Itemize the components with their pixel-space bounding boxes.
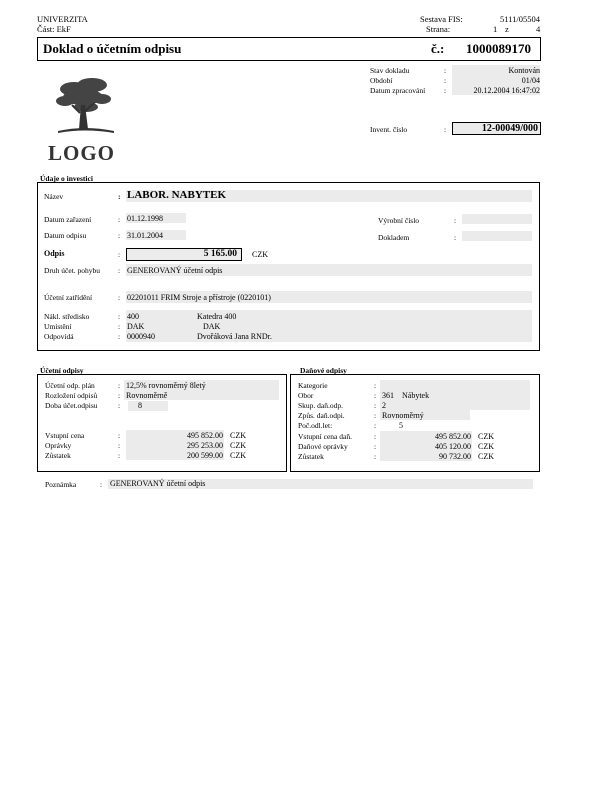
dep-label: Odpis bbox=[44, 249, 65, 258]
movement-type-label: Druh účet. pohybu bbox=[44, 266, 101, 275]
years-value: 8 bbox=[138, 401, 142, 410]
tax-method-value: Rovnoměrný bbox=[382, 411, 424, 420]
adjustments-label: Oprávky bbox=[45, 441, 72, 450]
tax-section-title: Daňové odpisy bbox=[300, 366, 347, 375]
tax-years-value: 5 bbox=[399, 421, 403, 430]
tax-method-label: Způs. daň.odpi. bbox=[298, 411, 345, 420]
dep-value: 5 165.00 bbox=[203, 249, 237, 259]
plan-value: 12,5% rovnoměrný 8letý bbox=[126, 381, 206, 390]
inventory-label: Invent. číslo bbox=[370, 125, 408, 134]
document-title: Doklad o účetním odpisu bbox=[43, 41, 182, 56]
tax-group-label: Obor bbox=[298, 391, 314, 400]
split-label: Rozložení odpisů bbox=[45, 391, 98, 400]
input-price-currency: CZK bbox=[230, 431, 246, 440]
tax-input-price-currency: CZK bbox=[478, 432, 494, 441]
tax-years-label: Poč.odl.let: bbox=[298, 421, 333, 430]
tax-remainder-value: 90 732.00 bbox=[439, 452, 471, 461]
location-name: DAK bbox=[203, 322, 221, 331]
responsible-label: Odpovídá bbox=[44, 332, 74, 341]
page-label: Strana: bbox=[426, 24, 451, 34]
doc-label: Dokladem bbox=[378, 233, 410, 242]
title-bar bbox=[37, 37, 541, 61]
tax-group-code: 361 bbox=[382, 391, 394, 400]
note-colon: : bbox=[100, 480, 103, 489]
location-label: Umístění bbox=[44, 322, 72, 331]
accounting-class-value: 02201011 FRIM Stroje a přístroje (0220101) bbox=[127, 293, 271, 302]
tax-category-label: Kategorie bbox=[298, 381, 328, 390]
tax-input-price-value: 495 852.00 bbox=[435, 432, 471, 441]
tax-dep-group-value: 2 bbox=[382, 401, 386, 410]
date-in-value: 01.12.1998 bbox=[127, 214, 163, 223]
report-value: 5111/05504 bbox=[500, 14, 540, 24]
date-in-label: Datum zařazení bbox=[44, 215, 92, 224]
input-price-label: Vstupní cena bbox=[45, 431, 85, 440]
period-value: 01/04 bbox=[521, 76, 540, 85]
responsible-code: 0000940 bbox=[127, 332, 155, 341]
university-name: UNIVERZITA bbox=[37, 14, 88, 24]
cost-center-label: Nákl. středisko bbox=[44, 312, 90, 321]
cost-center-name: Katedra 400 bbox=[197, 312, 237, 321]
note-label: Poznámka bbox=[45, 480, 77, 489]
location-code: DAK bbox=[127, 322, 145, 331]
name-label: Název bbox=[44, 192, 64, 201]
cost-center-code: 400 bbox=[127, 312, 139, 321]
inventory-box bbox=[452, 122, 541, 135]
tree-logo-icon bbox=[50, 75, 120, 137]
tax-remainder-currency: CZK bbox=[478, 452, 494, 461]
split-value: Rovnoměrně bbox=[126, 391, 168, 400]
tax-adjustments-value: 405 120.00 bbox=[435, 442, 471, 451]
inventory-colon: : bbox=[444, 125, 447, 134]
faculty-part: Část: EkF bbox=[37, 24, 71, 34]
processed-value: 20.12.2004 16:47:02 bbox=[473, 86, 540, 95]
dep-box bbox=[126, 248, 242, 261]
movement-type-value: GENEROVANÝ účetní odpis bbox=[127, 266, 223, 275]
state-label: Stav dokladu bbox=[370, 66, 410, 75]
tax-adjustments-label: Daňové oprávky bbox=[298, 442, 348, 451]
name-value: LABOR. NABYTEK bbox=[127, 189, 227, 201]
period-colon: : bbox=[444, 76, 447, 85]
date-dep-value: 31.01.2004 bbox=[127, 231, 163, 240]
accounting-section-title: Účetní odpisy bbox=[40, 366, 84, 375]
processed-colon: : bbox=[444, 86, 447, 95]
state-colon: : bbox=[444, 66, 447, 75]
logo-text: LOGO bbox=[48, 141, 116, 165]
date-dep-label: Datum odpisu bbox=[44, 231, 87, 240]
responsible-name: Dvořáková Jana RNDr. bbox=[197, 332, 272, 341]
inventory-value: 12-00049/000 bbox=[481, 123, 538, 134]
report-label: Sestava FIS: bbox=[420, 14, 463, 24]
page-total: 4 bbox=[536, 24, 541, 34]
page-of: z bbox=[505, 24, 509, 34]
note-value: GENEROVANÝ účetní odpis bbox=[110, 479, 206, 488]
tax-dep-group-label: Skup. daň.odp. bbox=[298, 401, 343, 410]
page-current: 1 bbox=[493, 24, 498, 34]
adjustments-value: 295 253.00 bbox=[187, 441, 223, 450]
tax-input-price-label: Vstupní cena daň. bbox=[298, 432, 352, 441]
tax-remainder-label: Zůstatek bbox=[298, 452, 324, 461]
years-label: Doba účet.odpisu bbox=[45, 401, 98, 410]
adjustments-currency: CZK bbox=[230, 441, 246, 450]
dep-currency: CZK bbox=[252, 250, 268, 259]
document-number-label: č.: bbox=[431, 41, 445, 56]
processed-label: Datum zpracování bbox=[370, 86, 426, 95]
remainder-value: 200 599.00 bbox=[187, 451, 223, 460]
tax-adjustments-currency: CZK bbox=[478, 442, 494, 451]
accounting-class-label: Účetní zatřídění bbox=[44, 293, 93, 302]
plan-label: Účetní odp. plán bbox=[45, 381, 95, 390]
document-number: 1000089170 bbox=[466, 41, 531, 56]
state-value: Kontován bbox=[508, 66, 540, 75]
remainder-currency: CZK bbox=[230, 451, 246, 460]
period-label: Období bbox=[370, 76, 393, 85]
investment-section-title: Údaje o investici bbox=[40, 174, 93, 183]
serial-label: Výrobní číslo bbox=[378, 216, 420, 225]
input-price-value: 495 852.00 bbox=[187, 431, 223, 440]
remainder-label: Zůstatek bbox=[45, 451, 71, 460]
tax-group-name: Nábytek bbox=[402, 391, 430, 400]
